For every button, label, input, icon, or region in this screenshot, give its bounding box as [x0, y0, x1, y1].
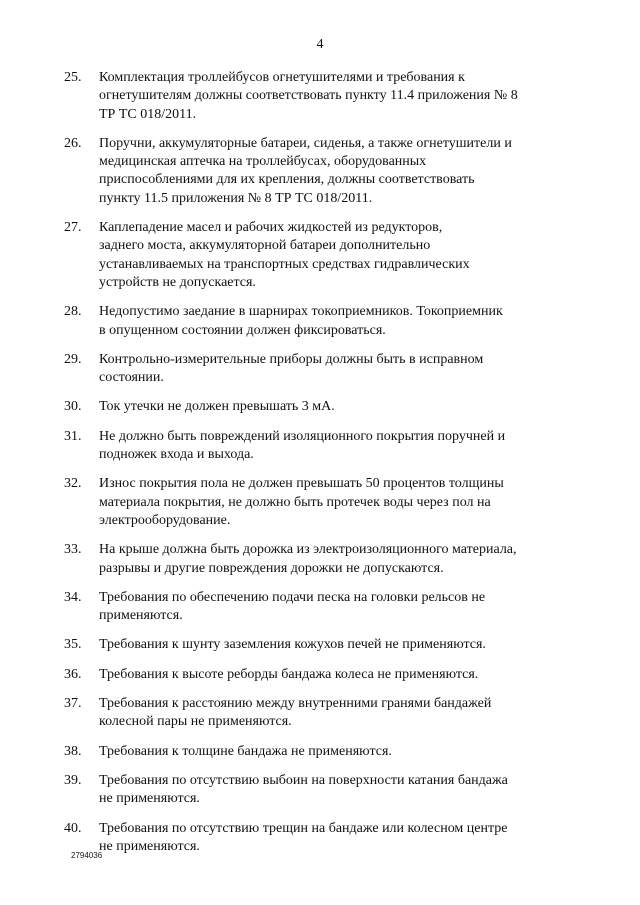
- list-item: [64, 820, 564, 857]
- list-item: [64, 428, 564, 465]
- item-number: 32.: [64, 476, 82, 492]
- item-text: На крыше должна быть дорожка из электроизоляционного материала, разрывы и другие повреждения дорожки не допускаются.: [99, 542, 517, 576]
- list-item: [64, 69, 564, 124]
- list-item: [64, 351, 564, 388]
- item-text: Поручни, аккумуляторные батареи, сиденья, а также огнетушители и медицинская аптечка на троллейбусах, оборудованных приспособлениями для их крепления, должны соответствовать пункту 11.5 приложения № 8 ТР ТС 018/2011.: [99, 135, 512, 206]
- list-item: [64, 636, 564, 654]
- list-item: [64, 695, 564, 732]
- item-number: 25.: [64, 70, 82, 85]
- item-text: Требования по отсутствию выбоин на поверхности катания бандажа не применяются.: [99, 772, 508, 807]
- item-text: Недопустимо заедание в шарнирах токоприемников. Токоприемник в опущенном состоянии должен фиксироваться.: [99, 304, 503, 338]
- item-text: Каплепадение масел и рабочих жидкостей из редукторов, заднего моста, аккумуляторной батареи дополнительно устанавливаемых на транспортных средствах гидравлических устройств не допускается.: [99, 220, 470, 290]
- list-item: [64, 666, 564, 684]
- list-item: [64, 135, 564, 208]
- list-item: [64, 743, 564, 761]
- item-number: 40.: [64, 820, 82, 836]
- item-text: Требования к толщине бандажа не применяются.: [99, 743, 392, 759]
- page-number: 4: [316, 37, 324, 52]
- item-text: Требования к шунту заземления кожухов печей не применяются.: [99, 637, 486, 653]
- item-number: 30.: [64, 399, 82, 415]
- item-text: Ток утечки не должен превышать 3 мА.: [99, 399, 335, 415]
- item-number: 37.: [64, 696, 82, 712]
- item-text: Требования к высоте реборды бандажа колеса не применяются.: [99, 666, 479, 682]
- item-text: Требования по обеспечению подачи песка на головки рельсов не применяются.: [99, 589, 486, 624]
- item-number: 29.: [64, 351, 82, 367]
- item-number: 26.: [64, 135, 82, 151]
- item-number: 27.: [64, 220, 82, 236]
- item-number: 36.: [64, 666, 82, 682]
- item-number: 33.: [64, 542, 82, 558]
- item-text: Требования по отсутствию трещин на бандаже или колесном центре не применяются.: [99, 820, 508, 854]
- item-number: 35.: [64, 637, 82, 653]
- document-code: 2794036: [71, 851, 103, 860]
- item-text: Комплектация троллейбусов огнетушителями и требования к огнетушителям должны соответствовать пункту 11.4 приложения № 8 ТР ТС 018/2011.: [99, 70, 518, 122]
- list-item: [64, 475, 564, 530]
- item-text: Износ покрытия пола не должен превышать 50 процентов толщины материала покрытия, не должно быть протечек воды через пол на электрооборудование.: [99, 476, 504, 528]
- item-number: 28.: [64, 304, 82, 320]
- item-number: 38.: [64, 743, 82, 759]
- item-number: 31.: [64, 428, 82, 444]
- list-item: [64, 589, 564, 626]
- item-text: Требования к расстоянию между внутренними гранями бандажей колесной пары не применяются.: [99, 696, 492, 730]
- list-item: [64, 398, 564, 416]
- list-item: [64, 219, 564, 292]
- item-text: Контрольно-измерительные приборы должны быть в исправном состоянии.: [99, 351, 484, 386]
- list-item: [64, 772, 564, 809]
- item-text: Не должно быть повреждений изоляционного покрытия поручней и подножек входа и выхода.: [99, 428, 506, 463]
- item-number: 34.: [64, 589, 82, 605]
- list-item: [64, 541, 564, 578]
- item-number: 39.: [64, 772, 82, 788]
- requirements-list: [64, 69, 564, 867]
- list-item: [64, 303, 564, 340]
